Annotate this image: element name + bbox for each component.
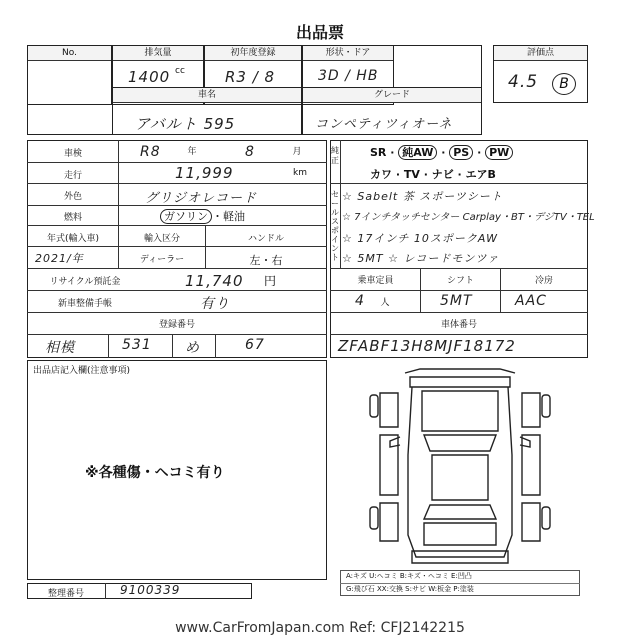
- sales-points-label: セールスポイント: [331, 190, 339, 262]
- mileage-unit: km: [293, 168, 307, 178]
- score-label: 評価点: [494, 46, 587, 61]
- sales-point-2: ☆ 7インチタッチセンター Carplay・BT・デジTV・TEL: [342, 212, 595, 223]
- ac-label: 冷房: [534, 276, 553, 286]
- plate-label: 登録番号: [158, 320, 195, 330]
- chassis-label: 車体番号: [440, 320, 477, 330]
- trunk: [424, 523, 496, 545]
- inspection-year-unit: 年: [187, 147, 197, 157]
- recycle-label: リサイクル預託金: [49, 277, 121, 287]
- inspection-label: 車検: [63, 149, 82, 159]
- plate-number: 67: [245, 337, 265, 353]
- legend-row1: A:キズ U:ヘコミ B:キズ・ヘコミ E:凹凸: [346, 572, 472, 580]
- equipment-row1: SR · 純AW · PS · PW: [370, 144, 513, 160]
- displacement-unit: cc: [175, 66, 185, 76]
- remarks-label: 出品店記入欄(注意事項): [33, 366, 131, 376]
- right-rear-quarter: [522, 503, 540, 541]
- left-door: [380, 435, 398, 495]
- sales-point-4: ☆ 5MT ☆ レコードモンツァ: [342, 252, 500, 265]
- first-reg-value: R3 / 8: [225, 68, 276, 86]
- plate-kana: め: [185, 340, 200, 356]
- inspection-month-unit: 月: [292, 147, 302, 157]
- year-value: 2021/年: [35, 252, 84, 265]
- ticket-label: 整理番号: [47, 589, 84, 599]
- remarks-text: ※各種傷・ヘコミ有り: [85, 465, 225, 481]
- front-bumper: [410, 377, 510, 387]
- left-front-fender: [380, 393, 398, 427]
- right-door: [522, 435, 540, 495]
- left-rear-quarter: [380, 503, 398, 541]
- car-name-label: 車名: [113, 88, 301, 103]
- plate-class: 531: [122, 337, 152, 353]
- equipment-label: 純正: [331, 146, 339, 165]
- displacement-label: 排気量: [113, 46, 203, 61]
- handle-label: ハンドル: [247, 234, 284, 244]
- maintenance-value: 有り: [200, 296, 230, 312]
- footer-watermark: www.CarFromJapan.com Ref: CFJ2142215: [175, 620, 465, 636]
- car-name-value: アバルト 595: [135, 115, 236, 133]
- car-damage-diagram: [350, 365, 570, 570]
- grade-label: グレード: [303, 88, 481, 103]
- capacity-unit: 人: [380, 298, 390, 308]
- roof: [432, 455, 488, 500]
- sheet-title: 出品票: [295, 23, 344, 42]
- interior-grade-circle: [552, 73, 576, 95]
- inspection-year-value: R8: [140, 144, 161, 160]
- import-div-value: ディーラー: [139, 255, 185, 265]
- shape-door-value: 3D / HB: [318, 68, 379, 84]
- equipment-row2: カワ · TV · ナビ · エアB: [370, 168, 496, 181]
- grade-value: コンペティツィオーネ: [315, 117, 453, 132]
- right-front-fender: [522, 393, 540, 427]
- ac-value: AAC: [515, 293, 547, 309]
- year-import-label: 年式(輸入車): [46, 234, 100, 244]
- shift-value: 5MT: [440, 293, 473, 309]
- color-label: 外色: [63, 192, 82, 202]
- import-div-label: 輸入区分: [143, 234, 180, 244]
- mileage-label: 走行: [63, 171, 82, 181]
- windshield: [424, 435, 496, 451]
- plate-region: 相模: [45, 340, 75, 356]
- chassis-value: ZFABF13H8MJF18172: [338, 337, 516, 355]
- shape-door-label: 形状・ドア: [303, 46, 393, 61]
- recycle-unit: 円: [263, 274, 276, 288]
- shift-label: シフト: [446, 276, 474, 286]
- hood: [422, 391, 498, 431]
- handle-value: 左・右: [249, 254, 283, 267]
- color-value: グリジオレコード: [145, 191, 258, 206]
- mileage-value: 11,999: [175, 164, 234, 182]
- displacement-value: 1400: [128, 68, 171, 86]
- recycle-value: 11,740: [185, 272, 244, 290]
- inspection-month-value: 8: [245, 144, 255, 160]
- fuel-label: 燃料: [63, 213, 82, 223]
- legend-row2: G:飛び石 XX:交換 S:サビ W:板金 P:塗装: [346, 585, 474, 593]
- first-reg-label: 初年度登録: [205, 46, 301, 61]
- fuel-options: ガソリン ・軽油: [160, 208, 245, 224]
- maintenance-label: 新車整備手帳: [57, 299, 112, 309]
- sales-point-3: ☆ 17インチ 10スポークAW: [342, 232, 499, 245]
- score-value: 4.5: [508, 72, 539, 92]
- capacity-value: 4: [355, 293, 365, 309]
- interior-grade-value: B: [559, 76, 569, 92]
- fuel-diesel: 軽油: [223, 210, 245, 223]
- fuel-gasoline: ガソリン: [160, 209, 212, 224]
- sales-point-1: ☆ Sabelt 茶 スポーツシート: [342, 190, 503, 203]
- ticket-value: 9100339: [120, 583, 181, 597]
- no-label: No.: [28, 46, 111, 61]
- capacity-label: 乗車定員: [357, 276, 394, 286]
